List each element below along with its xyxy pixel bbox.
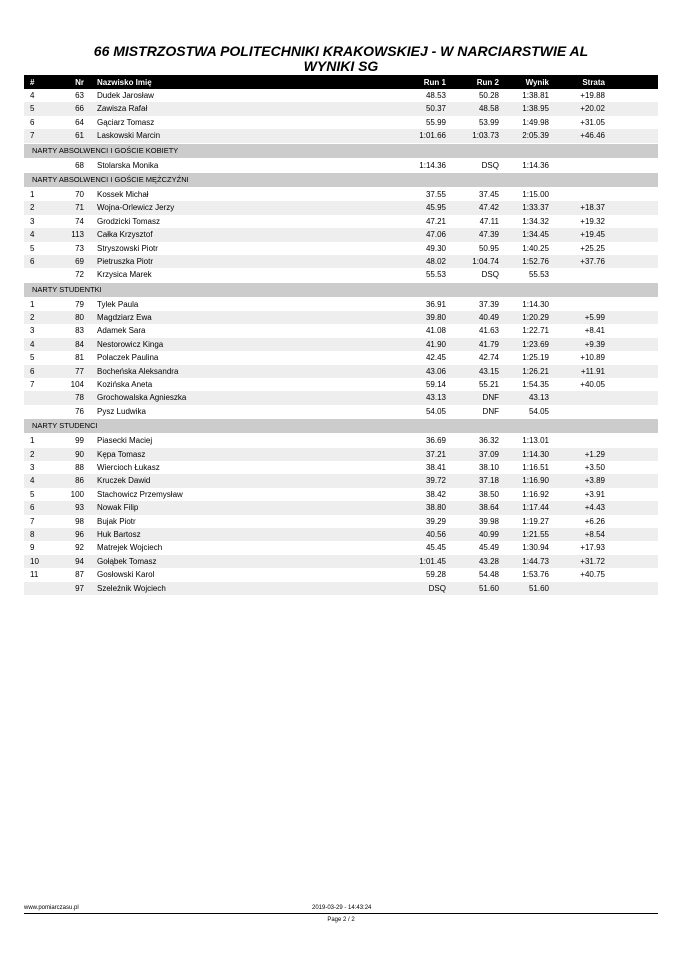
cell-nr: 100 <box>70 489 84 499</box>
table-row <box>24 488 658 501</box>
cell-pos: 6 <box>30 503 35 513</box>
category-header <box>24 419 658 433</box>
cell-pos: 4 <box>30 230 35 240</box>
cell-diff: +8.54 <box>584 529 605 539</box>
cell-result: 43.13 <box>528 393 549 403</box>
table-row <box>24 351 658 364</box>
table-row <box>24 541 658 554</box>
table-header <box>24 75 658 89</box>
cell-run2: 51.60 <box>478 583 499 593</box>
cell-nr: 96 <box>75 529 84 539</box>
cell-diff: +3.91 <box>584 489 605 499</box>
header-pos: # <box>30 78 35 87</box>
cell-diff: +10.89 <box>580 353 605 363</box>
results-subtitle: WYNIKI SG <box>303 58 379 74</box>
table-row <box>24 448 658 461</box>
cell-result: 1:53.76 <box>522 570 549 580</box>
cell-result: 1:20.29 <box>522 313 549 323</box>
header-result: Wynik <box>525 78 549 87</box>
cell-diff: +25.25 <box>580 243 605 253</box>
cell-diff: +37.76 <box>580 256 605 266</box>
cell-name: Grodzicki Tomasz <box>97 216 160 226</box>
cell-result: 1:25.19 <box>522 353 549 363</box>
cell-name: Kozińska Aneta <box>97 380 153 390</box>
cell-pos: 8 <box>30 529 35 539</box>
cell-pos: 4 <box>30 91 35 100</box>
cell-diff: +20.02 <box>580 104 605 114</box>
cell-result: 1:30.94 <box>522 543 549 553</box>
cell-run1: 37.21 <box>425 449 446 459</box>
cell-run2: 42.74 <box>478 353 499 363</box>
cell-name: Stachowicz Przemysław <box>97 489 183 499</box>
cell-run2: 38.10 <box>478 462 499 472</box>
table-row <box>24 324 658 337</box>
cell-name: Gołąbek Tomasz <box>97 556 157 566</box>
cell-name: Bujak Piotr <box>97 516 136 526</box>
cell-nr: 90 <box>75 449 84 459</box>
cell-nr: 64 <box>75 117 84 127</box>
cell-nr: 66 <box>75 104 84 114</box>
cell-pos: 5 <box>30 243 35 253</box>
cell-pos: 3 <box>30 326 35 336</box>
table-row <box>24 378 658 391</box>
cell-diff: +4.43 <box>584 503 605 513</box>
results-table <box>24 89 658 595</box>
cell-nr: 70 <box>75 189 84 199</box>
cell-nr: 69 <box>75 256 84 266</box>
cell-pos: 5 <box>30 353 35 363</box>
cell-name: Dudek Jarosław <box>97 91 154 100</box>
table-row <box>24 188 658 201</box>
cell-name: Tylek Paula <box>97 299 139 309</box>
cell-name: Bocheńska Aleksandra <box>97 366 179 376</box>
cell-nr: 61 <box>75 131 84 141</box>
cell-result: 1:54.35 <box>522 380 549 390</box>
cell-run1: 42.45 <box>425 353 446 363</box>
cell-diff: +40.75 <box>580 570 605 580</box>
cell-run1: 55.99 <box>425 117 446 127</box>
cell-run2: 37.18 <box>478 476 499 486</box>
cell-name: Magdziarz Ewa <box>97 313 152 323</box>
table-row <box>24 568 658 581</box>
cell-pos: 1 <box>30 436 35 446</box>
cell-result: 1:14.30 <box>522 449 549 459</box>
cell-run2: 38.64 <box>478 503 499 513</box>
table-row <box>24 515 658 528</box>
cell-result: 1:15.00 <box>522 189 549 199</box>
table-row <box>24 228 658 241</box>
cell-diff: +6.26 <box>584 516 605 526</box>
table-row <box>24 89 658 102</box>
cell-result: 1:17.44 <box>522 503 549 513</box>
cell-pos: 9 <box>30 543 35 553</box>
cell-diff: +8.41 <box>584 326 605 336</box>
cell-name: Kossek Michał <box>97 189 149 199</box>
footer-website: www.pomiarczasu.pl <box>24 905 79 911</box>
footer-datetime: 2019-03-29 - 14:43:24 <box>312 905 372 911</box>
cell-nr: 63 <box>75 91 84 100</box>
table-row <box>24 102 658 115</box>
cell-pos: 10 <box>30 556 39 566</box>
cell-pos: 4 <box>30 339 35 349</box>
cell-name: Całka Krzysztof <box>97 230 153 240</box>
cell-nr: 93 <box>75 503 84 513</box>
cell-run2: 36.32 <box>478 436 499 446</box>
cell-name: Huk Bartosz <box>97 529 141 539</box>
cell-run1: 38.80 <box>425 503 446 513</box>
table-row <box>24 391 658 404</box>
cell-result: 1:19.27 <box>522 516 549 526</box>
cell-run1: 43.06 <box>425 366 446 376</box>
cell-run2: DNF <box>482 406 499 416</box>
table-row <box>24 159 658 172</box>
cell-result: 1:13.01 <box>522 436 549 446</box>
cell-nr: 84 <box>75 339 84 349</box>
cell-result: 1:26.21 <box>522 366 549 376</box>
cell-run2: 47.11 <box>479 216 499 226</box>
header-run1: Run 1 <box>423 78 446 87</box>
cell-run2: 1:03.73 <box>472 131 499 141</box>
cell-nr: 99 <box>75 436 84 446</box>
table-row <box>24 201 658 214</box>
cell-name: Pietruszka Piotr <box>97 256 154 266</box>
cell-run2: 55.21 <box>478 380 499 390</box>
cell-run1: 38.41 <box>425 462 446 472</box>
table-row <box>24 338 658 351</box>
cell-run2: 50.28 <box>478 91 499 100</box>
cell-name: Wojna-Orlewicz Jerzy <box>97 203 175 213</box>
results-title: 66 MISTRZOSTWA POLITECHNIKI KRAKOWSKIEJ - W NARCIARSTWIE AL <box>93 43 589 59</box>
cell-pos: 3 <box>30 462 35 472</box>
cell-pos: 7 <box>30 516 35 526</box>
cell-nr: 98 <box>75 516 84 526</box>
cell-nr: 80 <box>75 313 84 323</box>
table-row <box>24 242 658 255</box>
cell-result: 54.05 <box>528 406 549 416</box>
cell-nr: 113 <box>71 230 84 240</box>
cell-nr: 104 <box>70 380 84 390</box>
cell-nr: 76 <box>75 406 84 416</box>
cell-run1: 1:14.36 <box>419 160 446 170</box>
cell-result: 1:52.76 <box>522 256 549 266</box>
cell-name: Zawisza Rafał <box>97 104 148 114</box>
cell-run2: 39.98 <box>478 516 499 526</box>
cell-diff: +18.37 <box>580 203 605 213</box>
cell-run1: 47.06 <box>425 230 446 240</box>
cell-pos: 11 <box>30 570 39 580</box>
cell-name: Gąciarz Tomasz <box>97 117 155 127</box>
cell-diff: +31.72 <box>580 556 605 566</box>
cell-result: 1:16.90 <box>522 476 549 486</box>
cell-name: Wiercioch Łukasz <box>97 462 160 472</box>
cell-nr: 77 <box>75 366 84 376</box>
table-row <box>24 434 658 447</box>
cell-run1: 48.53 <box>425 91 446 100</box>
cell-result: 1:49.98 <box>522 117 549 127</box>
cell-result: 1:44.73 <box>522 556 549 566</box>
category-label: NARTY STUDENCI <box>32 421 98 431</box>
cell-run2: 41.79 <box>478 339 499 349</box>
cell-run1: 38.42 <box>425 489 446 499</box>
cell-result: 1:16.51 <box>522 462 549 472</box>
cell-nr: 88 <box>75 462 84 472</box>
cell-result: 1:34.32 <box>522 216 549 226</box>
cell-name: Szeleźnik Wojciech <box>97 583 166 593</box>
cell-name: Grochowalska Agnieszka <box>97 393 187 403</box>
cell-result: 1:21.55 <box>522 529 549 539</box>
category-label: NARTY STUDENTKI <box>32 284 102 294</box>
table-row <box>24 501 658 514</box>
cell-nr: 79 <box>75 299 84 309</box>
cell-nr: 86 <box>75 476 84 486</box>
cell-result: 1:14.30 <box>522 299 549 309</box>
cell-run1: 39.29 <box>425 516 446 526</box>
cell-diff: +19.32 <box>580 216 605 226</box>
category-label: NARTY ABSOLWENCI I GOŚCIE KOBIETY <box>32 145 179 155</box>
cell-run1: 36.91 <box>425 299 446 309</box>
cell-nr: 74 <box>75 216 84 226</box>
cell-name: Piasecki Maciej <box>97 436 153 446</box>
cell-diff: +17.93 <box>580 543 605 553</box>
cell-run1: 59.28 <box>425 570 446 580</box>
cell-run2: 38.50 <box>478 489 499 499</box>
cell-nr: 71 <box>75 203 84 213</box>
cell-diff: +9.39 <box>584 339 605 349</box>
table-row <box>24 268 658 281</box>
cell-diff: +11.91 <box>580 366 605 376</box>
cell-run2: 48.58 <box>478 104 499 114</box>
cell-run1: DSQ <box>428 583 446 593</box>
cell-nr: 81 <box>75 353 84 363</box>
cell-nr: 83 <box>75 326 84 336</box>
cell-run1: 37.55 <box>425 189 446 199</box>
cell-diff: +19.45 <box>580 230 605 240</box>
cell-run1: 55.53 <box>425 270 446 280</box>
cell-diff: +40.05 <box>580 380 605 390</box>
category-header <box>24 283 658 297</box>
footer-page-number: Page 2 / 2 <box>327 917 355 923</box>
cell-run2: 47.39 <box>478 230 499 240</box>
cell-pos: 2 <box>30 449 35 459</box>
table-row <box>24 461 658 474</box>
cell-diff: +31.05 <box>580 117 605 127</box>
cell-name: Stryszowski Piotr <box>97 243 158 253</box>
cell-run1: 1:01.45 <box>419 556 446 566</box>
cell-diff: +19.88 <box>580 91 605 100</box>
table-row <box>24 474 658 487</box>
cell-run2: 43.28 <box>478 556 499 566</box>
cell-run1: 1:01.66 <box>419 131 446 141</box>
cell-result: 1:40.25 <box>522 243 549 253</box>
cell-pos: 2 <box>30 313 35 323</box>
cell-pos: 1 <box>30 299 35 309</box>
cell-name: Krzysica Marek <box>97 270 152 280</box>
cell-pos: 3 <box>30 216 35 226</box>
cell-run1: 45.45 <box>425 543 446 553</box>
cell-pos: 4 <box>30 476 35 486</box>
cell-name: Nestorowicz Kinga <box>97 339 164 349</box>
table-row <box>24 528 658 541</box>
cell-run1: 47.21 <box>425 216 446 226</box>
cell-nr: 87 <box>75 570 84 580</box>
cell-nr: 97 <box>75 583 84 593</box>
cell-run2: 54.48 <box>478 570 499 580</box>
cell-run2: 40.49 <box>478 313 499 323</box>
cell-nr: 68 <box>75 160 84 170</box>
cell-run1: 39.80 <box>425 313 446 323</box>
cell-diff: +46.46 <box>580 131 605 141</box>
cell-result: 1:38.95 <box>522 104 549 114</box>
cell-result: 51.60 <box>528 583 549 593</box>
cell-run1: 40.56 <box>425 529 446 539</box>
cell-run2: 37.45 <box>478 189 499 199</box>
header-name: Nazwisko Imię <box>97 78 152 87</box>
cell-name: Kruczek Dawid <box>97 476 151 486</box>
cell-run1: 54.05 <box>425 406 446 416</box>
cell-diff: +1.29 <box>584 449 605 459</box>
cell-run1: 59.14 <box>425 380 446 390</box>
cell-run2: 40.99 <box>478 529 499 539</box>
cell-name: Adamek Sara <box>97 326 146 336</box>
cell-name: Gosłowski Karol <box>97 570 155 580</box>
cell-name: Kępa Tomasz <box>97 449 146 459</box>
cell-result: 1:16.92 <box>522 489 549 499</box>
cell-name: Polaczek Paulina <box>97 353 159 363</box>
table-row <box>24 215 658 228</box>
cell-diff: +3.50 <box>584 462 605 472</box>
cell-diff: +3.89 <box>584 476 605 486</box>
cell-result: 1:23.69 <box>522 339 549 349</box>
cell-name: Pysz Ludwika <box>97 406 146 416</box>
table-row <box>24 582 658 595</box>
cell-run2: 37.39 <box>478 299 499 309</box>
header-nr: Nr <box>75 78 84 87</box>
cell-pos: 1 <box>30 189 35 199</box>
cell-run2: 1:04.74 <box>472 256 499 266</box>
cell-result: 55.53 <box>528 270 549 280</box>
cell-result: 1:22.71 <box>522 326 549 336</box>
cell-run1: 43.13 <box>425 393 446 403</box>
cell-result: 1:33.37 <box>522 203 549 213</box>
cell-result: 1:38.81 <box>522 91 549 100</box>
cell-nr: 92 <box>75 543 84 553</box>
cell-pos: 2 <box>30 203 35 213</box>
cell-pos: 7 <box>30 380 35 390</box>
table-row <box>24 555 658 568</box>
header-run2: Run 2 <box>476 78 499 87</box>
cell-run2: DNF <box>482 393 499 403</box>
cell-pos: 5 <box>30 104 35 114</box>
cell-pos: 6 <box>30 256 35 266</box>
cell-run2: 45.49 <box>478 543 499 553</box>
cell-diff: +5.99 <box>584 313 605 323</box>
header-diff: Strata <box>582 78 605 87</box>
table-row <box>24 255 658 268</box>
cell-name: Matrejek Wojciech <box>97 543 163 553</box>
cell-run1: 41.08 <box>425 326 446 336</box>
cell-run1: 41.90 <box>425 339 446 349</box>
cell-pos: 7 <box>30 131 35 141</box>
table-row <box>24 365 658 378</box>
cell-pos: 6 <box>30 117 35 127</box>
cell-run1: 36.69 <box>425 436 446 446</box>
cell-run1: 45.95 <box>425 203 446 213</box>
cell-run2: DSQ <box>481 270 499 280</box>
table-row <box>24 129 658 142</box>
cell-nr: 73 <box>75 243 84 253</box>
cell-result: 2:05.39 <box>522 131 549 141</box>
cell-run2: 53.99 <box>478 117 499 127</box>
cell-run1: 48.02 <box>425 256 446 266</box>
cell-pos: 5 <box>30 489 35 499</box>
cell-nr: 72 <box>75 270 84 280</box>
cell-pos: 6 <box>30 366 35 376</box>
cell-run2: 43.15 <box>478 366 499 376</box>
table-row <box>24 116 658 129</box>
cell-run1: 49.30 <box>425 243 446 253</box>
table-row <box>24 298 658 311</box>
category-header <box>24 144 658 158</box>
cell-run1: 50.37 <box>425 104 446 114</box>
cell-nr: 94 <box>75 556 84 566</box>
cell-run1: 39.72 <box>425 476 446 486</box>
cell-name: Nowak Filip <box>97 503 139 513</box>
cell-name: Stolarska Monika <box>97 160 159 170</box>
cell-result: 1:34.45 <box>522 230 549 240</box>
cell-run2: 37.09 <box>478 449 499 459</box>
footer-divider <box>24 913 658 914</box>
category-label: NARTY ABSOLWENCI I GOŚCIE MĘŻCZYŹNI <box>32 174 189 184</box>
category-header <box>24 173 658 187</box>
cell-run2: 41.63 <box>478 326 499 336</box>
cell-run2: 50.95 <box>478 243 499 253</box>
cell-nr: 78 <box>75 393 84 403</box>
cell-result: 1:14.36 <box>522 160 549 170</box>
table-row <box>24 311 658 324</box>
cell-name: Laskowski Marcin <box>97 131 161 141</box>
cell-run2: DSQ <box>481 160 499 170</box>
table-row <box>24 405 658 418</box>
cell-run2: 47.42 <box>478 203 499 213</box>
